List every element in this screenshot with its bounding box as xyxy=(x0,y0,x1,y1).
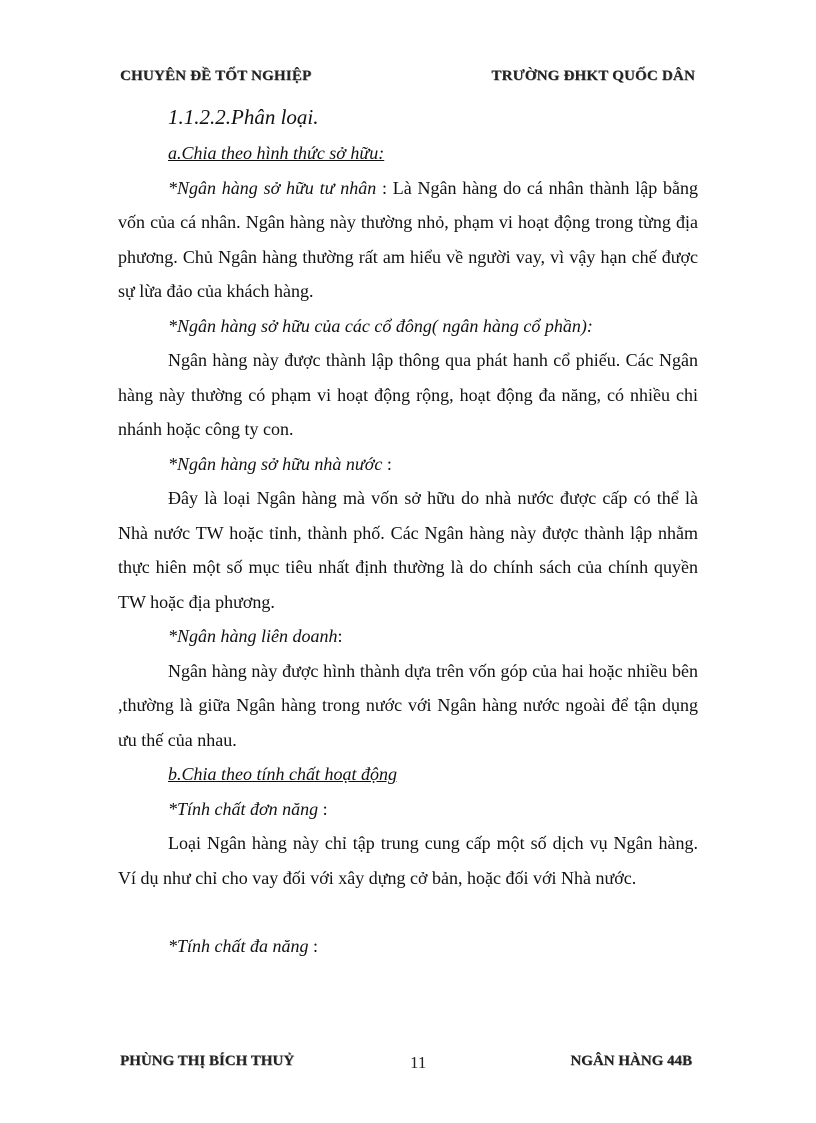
state-bank-suffix: : xyxy=(382,453,392,474)
single-function-suffix: : xyxy=(318,798,328,819)
state-bank-heading xyxy=(118,447,698,482)
blank-line xyxy=(118,895,698,929)
subsection-a-title: a.Chia theo hình thức sở hữu: xyxy=(168,143,385,163)
header-right: TRƯỜNG ĐHKT QUỐC DÂN xyxy=(491,68,695,84)
shareholder-bank-text: Ngân hàng này được thành lập thông qua phát hanh cổ phiếu. Các Ngân hàng này thường có phạm vi hoạt động rộng, hoạt động đa năng, có nhiều chi nhánh hoặc công ty con. xyxy=(118,350,698,439)
private-bank-label: *Ngân hàng sở hữu tư nhân xyxy=(168,177,377,198)
section-title: 1.1.2.2.Phân loại. xyxy=(168,105,319,129)
subsection-b-title: b.Chia theo tính chất hoạt động xyxy=(168,764,397,784)
single-function-label: *Tính chất đơn năng xyxy=(168,798,319,819)
page-number: 11 xyxy=(410,1053,427,1072)
joint-bank-heading xyxy=(118,619,698,654)
joint-bank-label: *Ngân hàng liên doanh xyxy=(168,626,338,646)
state-bank-label: *Ngân hàng sở hữu nhà nước xyxy=(168,453,383,474)
multi-function-label: *Tính chất đa năng xyxy=(168,936,309,956)
multi-function-heading xyxy=(118,929,698,964)
footer-author: PHÙNG THỊ BÍCH THUỶ xyxy=(120,1053,295,1069)
shareholder-bank-label: *Ngân hàng sở hữu của các cổ đông( ngân hàng cổ phần): xyxy=(168,315,593,336)
footer-class: NGÂN HÀNG 44B xyxy=(570,1053,692,1069)
single-function-heading xyxy=(118,792,698,827)
private-bank-paragraph xyxy=(118,171,698,309)
document-body xyxy=(118,98,698,964)
state-bank-text: Đây là loại Ngân hàng mà vốn sở hữu do nhà nước được cấp có thể là Nhà nước TW hoặc tỉnh, thành phố. Các Ngân hàng này được thành lập nhằm thực hiên một số mục tiêu nhất định thường là do chính sách của chính quyền TW hoặc địa phương. xyxy=(118,488,698,612)
joint-bank-suffix: : xyxy=(337,626,343,646)
page-header xyxy=(120,68,695,90)
single-function-text: Loại Ngân hàng này chỉ tập trung cung cấp một số dịch vụ Ngân hàng. Ví dụ như chỉ cho vay đối với xây dựng cở bản, hoặc đối với Nhà nước. xyxy=(118,833,698,888)
header-left: CHUYÊN ĐỀ TỐT NGHIỆP xyxy=(120,68,312,84)
private-bank-text: : Là Ngân hàng do cá nhân thành lập bằng vốn của cá nhân. Ngân hàng này thường nhỏ, phạm vi hoạt động trong từng địa phương. Chủ Ngân hàng thường rất am hiểu về người vay, vì vậy hạn chế được sự lừa đảo của khách hàng. xyxy=(118,177,698,301)
multi-function-suffix: : xyxy=(308,936,319,956)
joint-bank-text: Ngân hàng này được hình thành dựa trên vốn góp của hai hoặc nhiều bên ,thường là giữa Ngân hàng trong nước với Ngân hàng nước ngoài để tận dụng ưu thế của nhau. xyxy=(118,660,698,750)
page-footer xyxy=(120,1053,692,1075)
